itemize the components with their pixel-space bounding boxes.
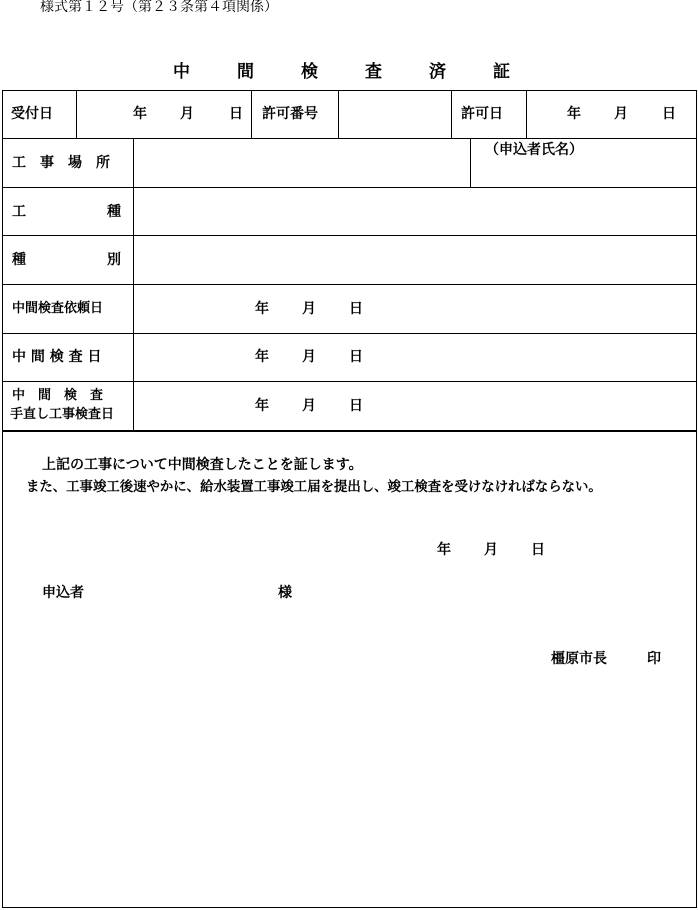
- inspection-request-month-unit: 月: [302, 301, 316, 317]
- received-month-unit: 月: [180, 106, 194, 122]
- reinspection-day-unit: 日: [349, 398, 363, 414]
- applicant-label: 申込者: [42, 585, 84, 601]
- received-date-label: 受付日: [11, 106, 53, 122]
- permit-month-unit: 月: [614, 106, 628, 122]
- permit-number-label: 許可番号: [262, 106, 318, 122]
- category-label-second: 別: [107, 252, 121, 268]
- applicant-name-label: （申込者氏名）: [485, 142, 583, 158]
- reinspection-label-line2: 手直し工事検査日: [10, 407, 115, 422]
- reinspection-year-unit: 年: [255, 398, 269, 414]
- permit-year-unit: 年: [567, 106, 581, 122]
- inspection-date-month-unit: 月: [302, 349, 316, 365]
- certificate-statement-line2: また、工事竣工後速やかに、給水装置工事竣工届を提出し、竣工検査を受けなければならない。: [26, 480, 602, 495]
- received-year-unit: 年: [133, 106, 147, 122]
- permit-date-label: 許可日: [461, 106, 503, 122]
- certificate-statement-line1: 上記の工事について中間検査したことを証します。: [42, 457, 363, 473]
- issue-year-unit: 年: [437, 542, 451, 558]
- permit-day-unit: 日: [662, 106, 676, 122]
- inspection-request-year-unit: 年: [255, 301, 269, 317]
- inspection-request-day-unit: 日: [349, 301, 363, 317]
- work-type-label-first: 工: [12, 204, 26, 220]
- inspection-date-day-unit: 日: [349, 349, 363, 365]
- category-label-first: 種: [12, 252, 26, 268]
- page-title: 中 間 検 査 済 証: [173, 62, 525, 82]
- received-day-unit: 日: [229, 106, 243, 122]
- honorific-sama: 様: [278, 585, 292, 601]
- reinspection-month-unit: 月: [302, 398, 316, 414]
- reinspection-label-line1: 中 間 検 査: [12, 388, 104, 403]
- work-type-label-second: 種: [107, 204, 121, 220]
- issue-day-unit: 日: [531, 542, 545, 558]
- form-number-label: 様式第１２号（第２３条第４項関係）: [40, 0, 278, 15]
- inspection-date-label: 中 間 検 査 日: [12, 349, 102, 365]
- issue-month-unit: 月: [484, 542, 498, 558]
- seal-mark: 印: [647, 651, 661, 667]
- mayor-label: 橿原市長: [551, 651, 607, 667]
- inspection-date-year-unit: 年: [255, 349, 269, 365]
- inspection-request-date-label: 中間検査依頼日: [12, 301, 104, 316]
- construction-site-label: 工 事 場 所: [12, 155, 110, 171]
